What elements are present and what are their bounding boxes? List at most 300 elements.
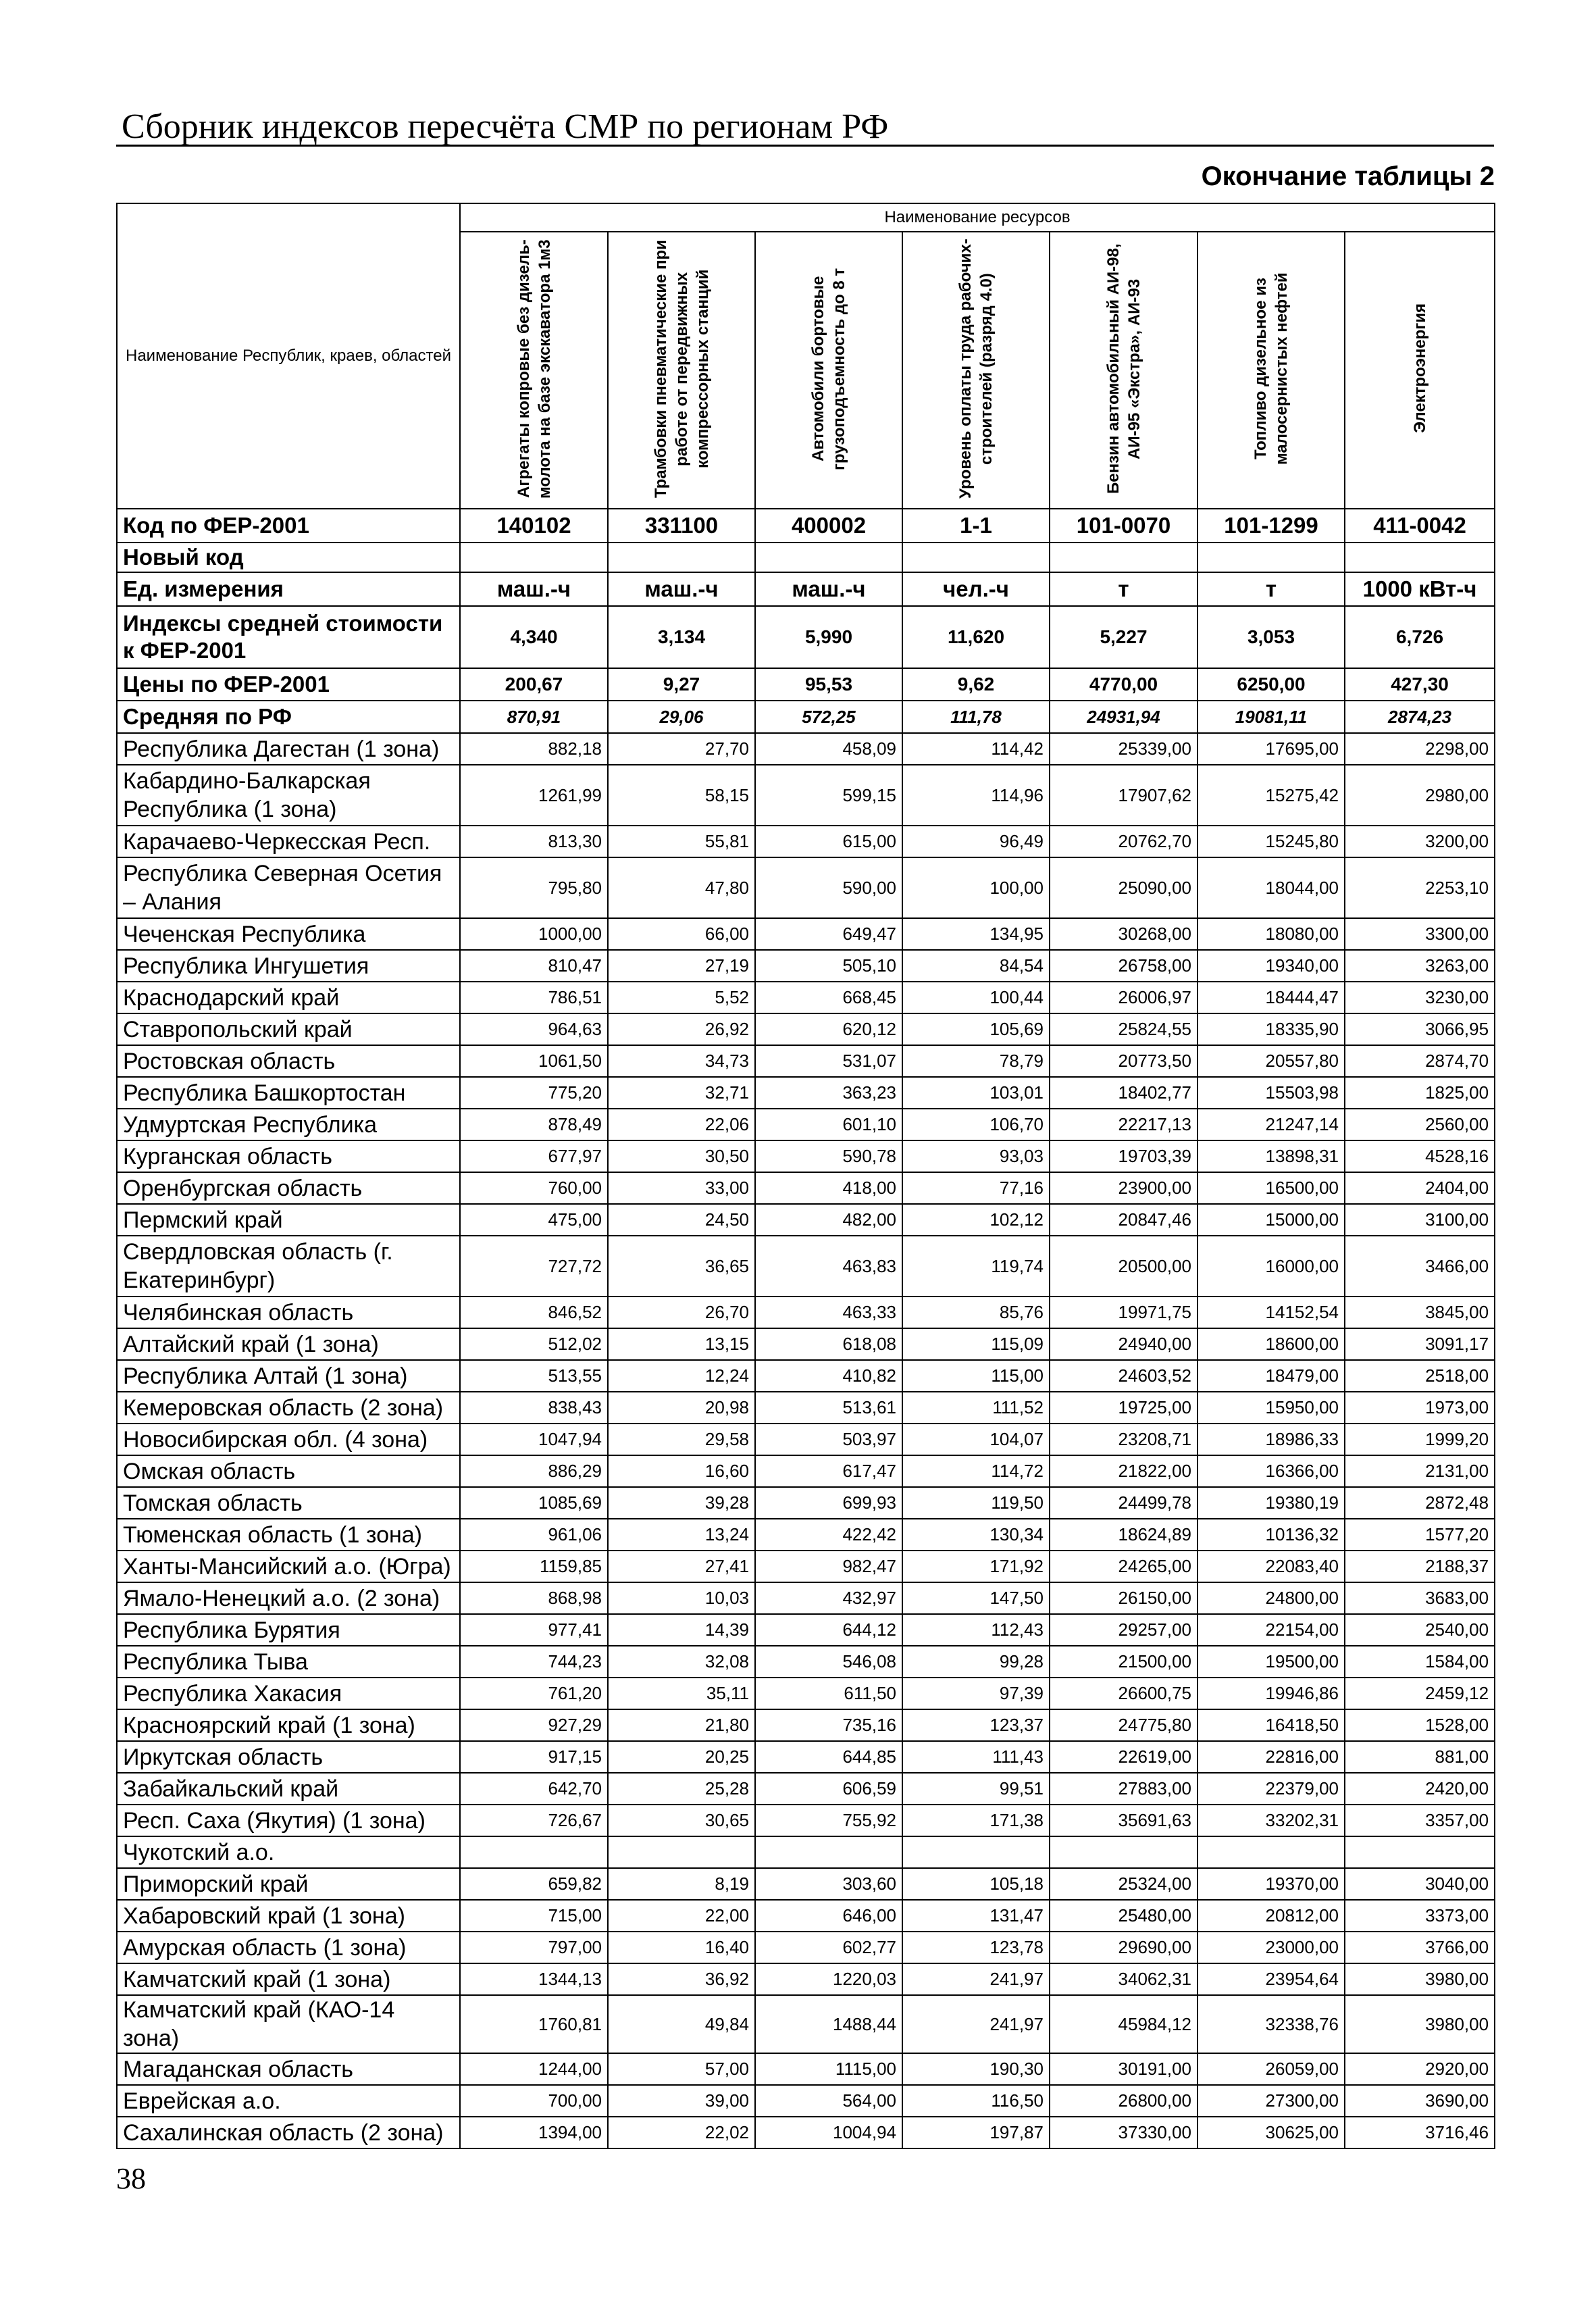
resources-header: Наименование ресурсов (460, 203, 1495, 232)
region-name: Сахалинская область (2 зона) (117, 2117, 460, 2148)
table-cell: 30268,00 (1050, 918, 1198, 950)
region-name: Ростовская область (117, 1045, 460, 1077)
table-cell: 33202,31 (1198, 1805, 1345, 1836)
table-cell: 590,78 (755, 1140, 902, 1172)
table-cell: 25324,00 (1050, 1868, 1198, 1900)
table-cell: 611,50 (755, 1678, 902, 1709)
cell (1198, 543, 1345, 572)
region-name: Республика Хакасия (117, 1678, 460, 1709)
table-cell: 45984,12 (1050, 1995, 1198, 2053)
cell: 4,340 (460, 606, 608, 668)
cell: 3,053 (1198, 606, 1345, 668)
index-row (117, 606, 1495, 668)
table-cell: 85,76 (902, 1297, 1050, 1328)
table-cell: 241,97 (902, 1995, 1050, 2053)
region-name: Забайкальский край (117, 1773, 460, 1805)
table-cell (1050, 1836, 1198, 1868)
table-cell: 114,42 (902, 733, 1050, 765)
table-cell: 30,65 (608, 1805, 755, 1836)
table-row (117, 1455, 1495, 1487)
region-name: Тюменская область (1 зона) (117, 1519, 460, 1551)
table-cell: 16,40 (608, 1932, 755, 1963)
table-cell: 590,00 (755, 857, 902, 918)
table-cell: 3230,00 (1345, 982, 1495, 1013)
table-cell: 463,33 (755, 1297, 902, 1328)
cell: 5,990 (755, 606, 902, 668)
table-cell: 24940,00 (1050, 1328, 1198, 1360)
table-cell: 797,00 (460, 1932, 608, 1963)
table-cell: 29,58 (608, 1424, 755, 1455)
table-cell: 22379,00 (1198, 1773, 1345, 1805)
row-label: Средняя по РФ (117, 701, 460, 733)
table-cell: 111,43 (902, 1741, 1050, 1773)
cell: 101-1299 (1198, 509, 1345, 543)
table-cell: 642,70 (460, 1773, 608, 1805)
table-cell: 1344,13 (460, 1963, 608, 1995)
table-cell: 4528,16 (1345, 1140, 1495, 1172)
table-cell: 2459,12 (1345, 1678, 1495, 1709)
table-cell: 21,80 (608, 1709, 755, 1741)
table-cell: 964,63 (460, 1013, 608, 1045)
table-cell: 432,97 (755, 1582, 902, 1614)
table-cell: 32,71 (608, 1077, 755, 1109)
table-cell: 26059,00 (1198, 2053, 1345, 2085)
table-cell: 29257,00 (1050, 1614, 1198, 1646)
table-cell: 3980,00 (1345, 1963, 1495, 1995)
table-cell: 96,49 (902, 826, 1050, 857)
table-cell: 15950,00 (1198, 1392, 1345, 1424)
table-cell: 104,07 (902, 1424, 1050, 1455)
table-cell: 1047,94 (460, 1424, 608, 1455)
cell: 572,25 (755, 701, 902, 733)
table-cell (902, 1836, 1050, 1868)
region-name: Кемеровская область (2 зона) (117, 1392, 460, 1424)
table-cell: 617,47 (755, 1455, 902, 1487)
region-name: Томская область (117, 1487, 460, 1519)
table-cell: 20812,00 (1198, 1900, 1345, 1932)
table-cell: 475,00 (460, 1204, 608, 1236)
table-cell: 620,12 (755, 1013, 902, 1045)
region-name: Еврейская а.о. (117, 2085, 460, 2117)
table-cell: 99,28 (902, 1646, 1050, 1678)
row-label: Новый код (117, 543, 460, 572)
region-name: Красноярский край (1 зона) (117, 1709, 460, 1741)
table-cell: 5,52 (608, 982, 755, 1013)
table-row (117, 2117, 1495, 2148)
table-cell: 29690,00 (1050, 1932, 1198, 1963)
table-cell: 17907,62 (1050, 765, 1198, 826)
table-cell: 1760,81 (460, 1995, 608, 2053)
region-name: Республика Дагестан (1 зона) (117, 733, 460, 765)
table-row (117, 1392, 1495, 1424)
region-name: Курганская область (117, 1140, 460, 1172)
region-name: Краснодарский край (117, 982, 460, 1013)
table-row (117, 1709, 1495, 1741)
table-cell: 3066,95 (1345, 1013, 1495, 1045)
table-cell: 21500,00 (1050, 1646, 1198, 1678)
table-cell: 15275,42 (1198, 765, 1345, 826)
table-cell: 114,72 (902, 1455, 1050, 1487)
table-row (117, 1773, 1495, 1805)
table-cell: 119,50 (902, 1487, 1050, 1519)
table-cell: 1584,00 (1345, 1646, 1495, 1678)
region-name: Респ. Саха (Якутия) (1 зона) (117, 1805, 460, 1836)
row-label: Ед. измерения (117, 572, 460, 606)
column-header-label: Топливо дизельное из малосернистых нефтей (1252, 272, 1291, 465)
table-cell: 715,00 (460, 1900, 608, 1932)
column-header (460, 232, 608, 509)
table-cell: 2560,00 (1345, 1109, 1495, 1140)
table-row (117, 1582, 1495, 1614)
table-cell (460, 1836, 608, 1868)
table-cell: 917,15 (460, 1741, 608, 1773)
region-name: Кабардино-Балкарская Республика (1 зона) (117, 765, 460, 826)
table-cell: 26758,00 (1050, 950, 1198, 982)
region-name: Республика Ингушетия (117, 950, 460, 982)
table-cell: 27883,00 (1050, 1773, 1198, 1805)
table-cell: 25339,00 (1050, 733, 1198, 765)
column-header-label: Уровень оплаты труда рабочих-строителей (разряд 4.0) (956, 238, 996, 499)
table-cell: 24499,78 (1050, 1487, 1198, 1519)
table-cell: 23000,00 (1198, 1932, 1345, 1963)
table-cell: 18044,00 (1198, 857, 1345, 918)
cell: 19081,11 (1198, 701, 1345, 733)
table-cell: 868,98 (460, 1582, 608, 1614)
table-cell: 513,61 (755, 1392, 902, 1424)
cell: 3,134 (608, 606, 755, 668)
table-cell: 22,02 (608, 2117, 755, 2148)
table-cell: 3716,46 (1345, 2117, 1495, 2148)
table-cell: 21247,14 (1198, 1109, 1345, 1140)
cell: 400002 (755, 509, 902, 543)
table-row (117, 1140, 1495, 1172)
fer-code-row (117, 509, 1495, 543)
table-cell: 26,70 (608, 1297, 755, 1328)
table-cell: 886,29 (460, 1455, 608, 1487)
table-cell: 881,00 (1345, 1741, 1495, 1773)
table-row (117, 1836, 1495, 1868)
table-cell: 601,10 (755, 1109, 902, 1140)
table-cell: 34,73 (608, 1045, 755, 1077)
table-cell: 32338,76 (1198, 1995, 1345, 2053)
unit-row (117, 572, 1495, 606)
table-cell: 18986,33 (1198, 1424, 1345, 1455)
cell: чел.-ч (902, 572, 1050, 606)
cell: 95,53 (755, 668, 902, 701)
table-cell: 27,70 (608, 733, 755, 765)
table-cell: 18479,00 (1198, 1360, 1345, 1392)
table-cell: 1220,03 (755, 1963, 902, 1995)
table-cell: 26600,75 (1050, 1678, 1198, 1709)
table-cell: 13898,31 (1198, 1140, 1345, 1172)
table-cell: 10,03 (608, 1582, 755, 1614)
cell: 29,06 (608, 701, 755, 733)
column-header (1198, 232, 1345, 509)
table-cell: 115,00 (902, 1360, 1050, 1392)
table-row (117, 1360, 1495, 1392)
table-cell: 12,24 (608, 1360, 755, 1392)
table-row (117, 982, 1495, 1013)
page-number: 38 (116, 2162, 146, 2195)
region-name: Хабаровский край (1 зона) (117, 1900, 460, 1932)
table-cell: 2420,00 (1345, 1773, 1495, 1805)
table-cell: 503,97 (755, 1424, 902, 1455)
region-name: Челябинская область (117, 1297, 460, 1328)
table-cell: 878,49 (460, 1109, 608, 1140)
table-cell: 17695,00 (1198, 733, 1345, 765)
region-name: Магаданская область (117, 2053, 460, 2085)
table-cell: 102,12 (902, 1204, 1050, 1236)
table-cell: 20,25 (608, 1741, 755, 1773)
table-cell: 649,47 (755, 918, 902, 950)
cell: 6,726 (1345, 606, 1495, 668)
table-cell: 505,10 (755, 950, 902, 982)
table-cell: 961,06 (460, 1519, 608, 1551)
table-cell: 795,80 (460, 857, 608, 918)
region-name: Ханты-Мансийский а.о. (Югра) (117, 1551, 460, 1582)
column-header (1050, 232, 1198, 509)
table-cell: 26006,97 (1050, 982, 1198, 1013)
table-cell: 18444,47 (1198, 982, 1345, 1013)
table-cell: 3766,00 (1345, 1932, 1495, 1963)
table-cell: 22,06 (608, 1109, 755, 1140)
column-header-label: Агрегаты копровые без дизель-молота на базе экскаватора 1м3 (514, 238, 554, 499)
table-row (117, 1678, 1495, 1709)
table-cell: 26800,00 (1050, 2085, 1198, 2117)
table-cell: 2518,00 (1345, 1360, 1495, 1392)
cell: 11,620 (902, 606, 1050, 668)
region-name: Амурская область (1 зона) (117, 1932, 460, 1963)
table-cell (755, 1836, 902, 1868)
table-cell: 1159,85 (460, 1551, 608, 1582)
column-header-label: Трамбовки пневматические при работе от передвижных компрессорных станций (651, 239, 712, 498)
table-cell: 77,16 (902, 1172, 1050, 1204)
table-row (117, 1741, 1495, 1773)
cell: 24931,94 (1050, 701, 1198, 733)
table-cell: 599,15 (755, 765, 902, 826)
table-cell: 2980,00 (1345, 765, 1495, 826)
region-name: Иркутская область (117, 1741, 460, 1773)
region-name: Республика Алтай (1 зона) (117, 1360, 460, 1392)
table-cell: 3357,00 (1345, 1805, 1495, 1836)
fer-price-row (117, 668, 1495, 701)
table-cell (1345, 1836, 1495, 1868)
table-cell: 171,38 (902, 1805, 1050, 1836)
table-cell: 19971,75 (1050, 1297, 1198, 1328)
table-body (117, 509, 1495, 2148)
table-cell: 14,39 (608, 1614, 755, 1646)
table-cell: 134,95 (902, 918, 1050, 950)
cell (902, 543, 1050, 572)
table-cell: 20557,80 (1198, 1045, 1345, 1077)
table-cell: 810,47 (460, 950, 608, 982)
cell: 411-0042 (1345, 509, 1495, 543)
cell: 6250,00 (1198, 668, 1345, 701)
table-cell: 644,12 (755, 1614, 902, 1646)
table-cell: 458,09 (755, 733, 902, 765)
table-cell: 1261,99 (460, 765, 608, 826)
table-cell: 14152,54 (1198, 1297, 1345, 1328)
cell (1050, 543, 1198, 572)
table-cell: 546,08 (755, 1646, 902, 1678)
table-cell: 2404,00 (1345, 1172, 1495, 1204)
table-row (117, 1551, 1495, 1582)
cell: 140102 (460, 509, 608, 543)
column-header-label: Автомобили бортовые грузоподъемность до 8 т (809, 267, 848, 470)
table-cell: 882,18 (460, 733, 608, 765)
cell: 9,27 (608, 668, 755, 701)
table-cell: 463,83 (755, 1236, 902, 1297)
table-cell: 100,00 (902, 857, 1050, 918)
table-cell: 977,41 (460, 1614, 608, 1646)
table-row (117, 1109, 1495, 1140)
table-cell: 18335,90 (1198, 1013, 1345, 1045)
table-cell: 2131,00 (1345, 1455, 1495, 1487)
table-cell (1198, 1836, 1345, 1868)
table-cell: 105,18 (902, 1868, 1050, 1900)
table-cell: 2253,10 (1345, 857, 1495, 918)
table-cell: 25,28 (608, 1773, 755, 1805)
table-cell: 606,59 (755, 1773, 902, 1805)
cell: 1-1 (902, 509, 1050, 543)
table-cell: 84,54 (902, 950, 1050, 982)
table-cell: 838,43 (460, 1392, 608, 1424)
table-cell: 2540,00 (1345, 1614, 1495, 1646)
table-cell: 116,50 (902, 2085, 1050, 2117)
cell: т (1050, 572, 1198, 606)
table-cell: 16418,50 (1198, 1709, 1345, 1741)
table-row (117, 1932, 1495, 1963)
table-cell: 513,55 (460, 1360, 608, 1392)
table-continuation-title: Окончание таблицы 2 (1201, 161, 1495, 191)
table-cell: 15000,00 (1198, 1204, 1345, 1236)
table-cell: 58,15 (608, 765, 755, 826)
table-cell: 727,72 (460, 1236, 608, 1297)
table-row (117, 1045, 1495, 1077)
region-name: Омская область (117, 1455, 460, 1487)
table-cell: 982,47 (755, 1551, 902, 1582)
column-header-label: Электроэнергия (1410, 303, 1429, 434)
table-row (117, 1487, 1495, 1519)
cell: маш.-ч (460, 572, 608, 606)
table-cell: 531,07 (755, 1045, 902, 1077)
table-cell: 36,65 (608, 1236, 755, 1297)
row-label: Цены по ФЕР-2001 (117, 668, 460, 701)
table-cell: 190,30 (902, 2053, 1050, 2085)
page-header-title: Сборник индексов пересчёта СМР по регионам РФ (122, 107, 889, 146)
table-cell: 3690,00 (1345, 2085, 1495, 2117)
table-cell: 644,85 (755, 1741, 902, 1773)
table-row (117, 1646, 1495, 1678)
table-cell: 16,60 (608, 1455, 755, 1487)
table-cell: 22619,00 (1050, 1741, 1198, 1773)
table-cell: 36,92 (608, 1963, 755, 1995)
table-cell: 22154,00 (1198, 1614, 1345, 1646)
table-cell: 24800,00 (1198, 1582, 1345, 1614)
table-cell: 49,84 (608, 1995, 755, 2053)
table-cell: 615,00 (755, 826, 902, 857)
region-name: Камчатский край (1 зона) (117, 1963, 460, 1995)
table-row (117, 1900, 1495, 1932)
region-name: Республика Тыва (117, 1646, 460, 1678)
region-name: Республика Бурятия (117, 1614, 460, 1646)
table-row (117, 1204, 1495, 1236)
table-cell: 418,00 (755, 1172, 902, 1204)
table-cell: 1528,00 (1345, 1709, 1495, 1741)
table-cell: 123,78 (902, 1932, 1050, 1963)
table-cell: 21822,00 (1050, 1455, 1198, 1487)
table-cell: 22816,00 (1198, 1741, 1345, 1773)
region-name: Чеченская Республика (117, 918, 460, 950)
table-cell: 10136,32 (1198, 1519, 1345, 1551)
cell: 9,62 (902, 668, 1050, 701)
region-name: Новосибирская обл. (4 зона) (117, 1424, 460, 1455)
table-cell: 618,08 (755, 1328, 902, 1360)
table-cell: 23208,71 (1050, 1424, 1198, 1455)
table-cell: 241,97 (902, 1963, 1050, 1995)
cell: т (1198, 572, 1345, 606)
table-cell: 19500,00 (1198, 1646, 1345, 1678)
table-cell: 25824,55 (1050, 1013, 1198, 1045)
table-cell: 1488,44 (755, 1995, 902, 2053)
table-cell: 1004,94 (755, 2117, 902, 2148)
region-name: Ямало-Ненецкий а.о. (2 зона) (117, 1582, 460, 1614)
table-cell: 20,98 (608, 1392, 755, 1424)
cell (755, 543, 902, 572)
table-cell: 3040,00 (1345, 1868, 1495, 1900)
table-cell: 115,09 (902, 1328, 1050, 1360)
table-cell: 646,00 (755, 1900, 902, 1932)
table-cell: 30191,00 (1050, 2053, 1198, 2085)
table-cell: 15503,98 (1198, 1077, 1345, 1109)
table-cell: 20847,46 (1050, 1204, 1198, 1236)
table-cell: 3263,00 (1345, 950, 1495, 982)
table-cell: 3466,00 (1345, 1236, 1495, 1297)
table-cell: 2298,00 (1345, 733, 1495, 765)
price-index-table (116, 203, 1495, 2149)
row-label: Код по ФЕР-2001 (117, 509, 460, 543)
table-cell: 130,34 (902, 1519, 1050, 1551)
table-cell: 171,92 (902, 1551, 1050, 1582)
table-cell: 105,69 (902, 1013, 1050, 1045)
table-cell: 813,30 (460, 826, 608, 857)
table-cell: 30,50 (608, 1140, 755, 1172)
table-cell: 677,97 (460, 1140, 608, 1172)
table-cell: 25480,00 (1050, 1900, 1198, 1932)
cell (1345, 543, 1495, 572)
table-cell: 3100,00 (1345, 1204, 1495, 1236)
table-cell: 39,00 (608, 2085, 755, 2117)
table-cell: 24775,80 (1050, 1709, 1198, 1741)
table-cell: 57,00 (608, 2053, 755, 2085)
column-header (902, 232, 1050, 509)
table-cell: 23954,64 (1198, 1963, 1345, 1995)
table-cell: 93,03 (902, 1140, 1050, 1172)
table-cell: 66,00 (608, 918, 755, 950)
region-name: Свердловская область (г. Екатеринбург) (117, 1236, 460, 1297)
region-name: Удмуртская Республика (117, 1109, 460, 1140)
region-name: Ставропольский край (117, 1013, 460, 1045)
cell: 2874,23 (1345, 701, 1495, 733)
table-cell: 775,20 (460, 1077, 608, 1109)
table-header (117, 203, 1495, 509)
cell: 427,30 (1345, 668, 1495, 701)
column-header (1345, 232, 1495, 509)
cell: 101-0070 (1050, 509, 1198, 543)
table-cell: 18600,00 (1198, 1328, 1345, 1360)
table-cell: 47,80 (608, 857, 755, 918)
table-cell: 27,19 (608, 950, 755, 982)
